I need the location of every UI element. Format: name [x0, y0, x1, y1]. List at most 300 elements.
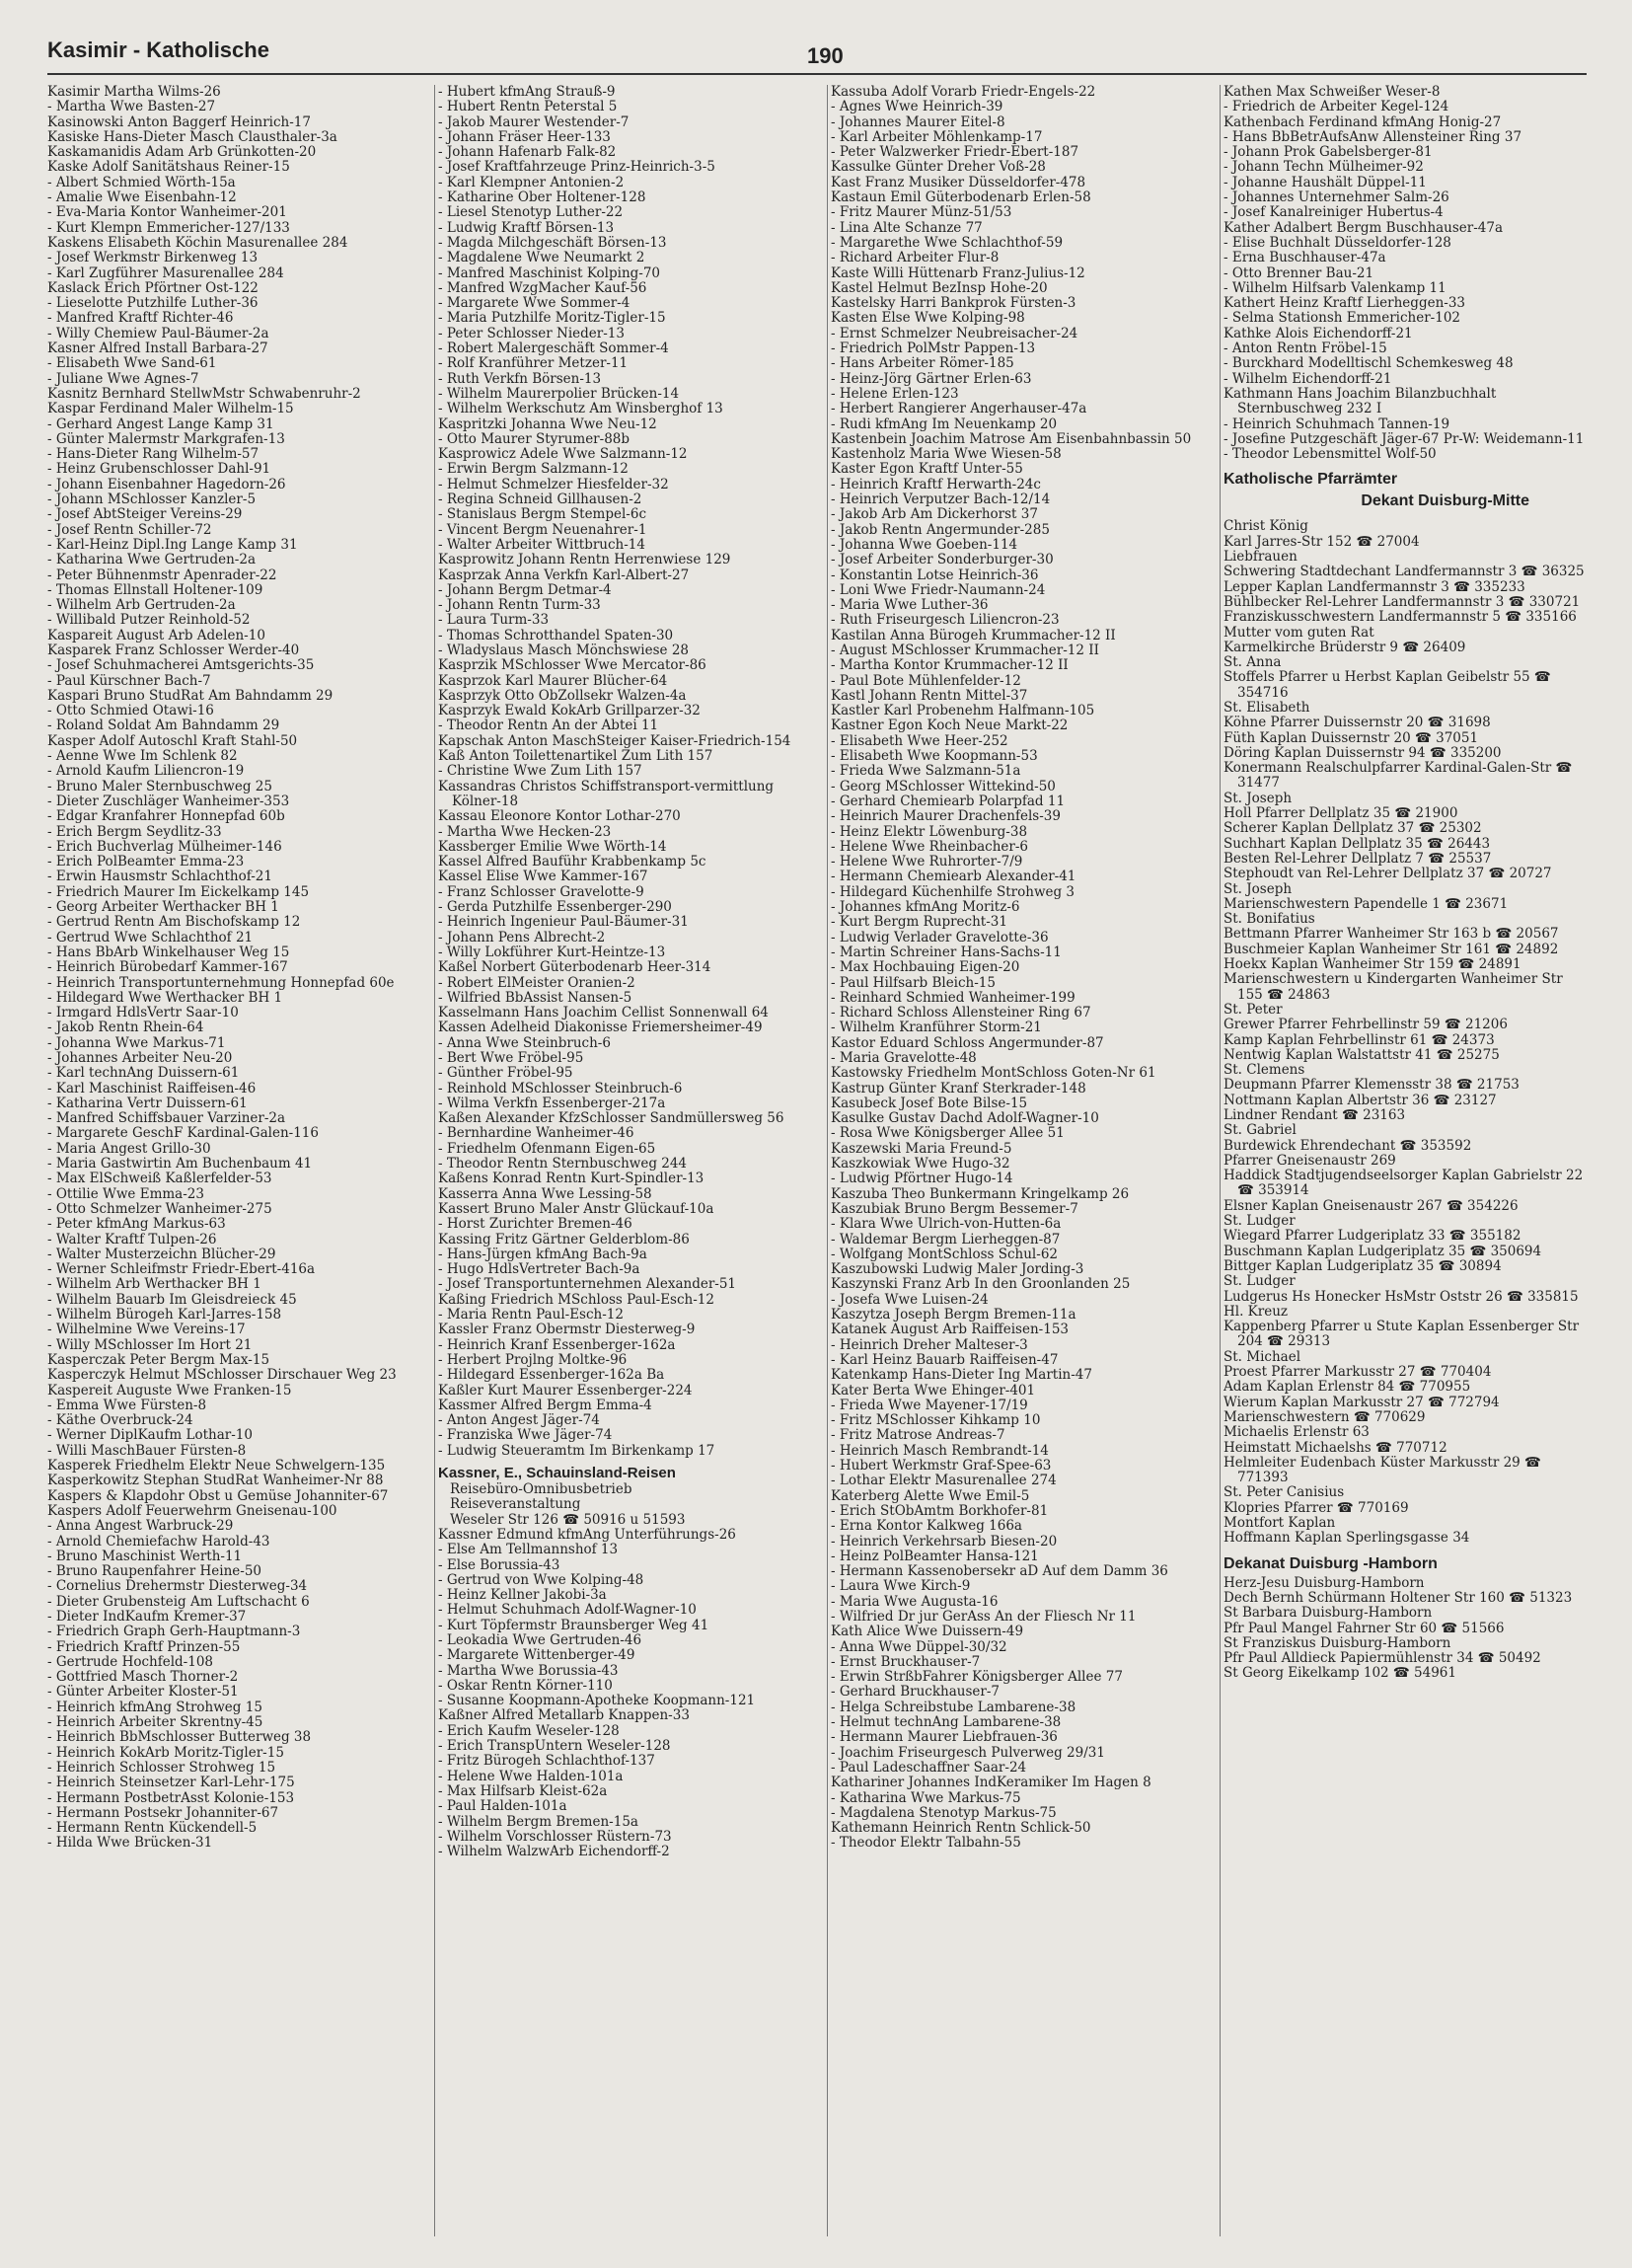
list-item: - Erwin Bergm Salzmann-12: [438, 461, 629, 478]
list-item: - Burckhard Modelltischl Schemkesweg 48: [1224, 355, 1514, 372]
list-item: - Günther Fröbel-95: [438, 1065, 573, 1082]
list-item: - Georg MSchlosser Wittekind-50: [831, 778, 1056, 794]
list-item: - Georg Arbeiter Werthacker BH 1: [47, 899, 279, 916]
list-item: Heimstatt Michaelshs ☎ 770712: [1224, 1439, 1447, 1456]
list-item: - Willy MSchlosser Im Hort 21: [47, 1336, 253, 1353]
list-item: - Maria Rentn Paul-Esch-12: [438, 1307, 624, 1323]
list-item: - Wilhelm Kranführer Storm-21: [831, 1020, 1042, 1036]
list-item: - Eva-Maria Kontor Wanheimer-201: [47, 204, 287, 221]
list-item: Kassing Fritz Gärtner Gelderblom-86: [438, 1231, 690, 1247]
list-item: - Agnes Wwe Heinrich-39: [831, 99, 1003, 115]
list-item: - Heinrich kfmAng Strohweg 15: [47, 1699, 262, 1715]
list-item: Bettmann Pfarrer Wanheimer Str 163 b ☎ 20567: [1224, 926, 1559, 943]
list-item: - Otto Maurer Styrumer-88b: [438, 430, 631, 447]
list-item: Haddick Stadtjugendseelsorger Kaplan Gabrielstr 22 ☎ 353914: [1224, 1168, 1584, 1199]
list-item: - Johanna Wwe Goeben-114: [831, 536, 1018, 553]
list-item: Lindner Rendant ☎ 23163: [1224, 1107, 1406, 1123]
list-item: - Hermann Rentn Kückendell-5: [47, 1820, 258, 1837]
list-item: - Katharina Vertr Duissern-61: [47, 1095, 248, 1111]
list-item: St. Michael: [1224, 1348, 1301, 1365]
list-item: - Maria Wwe Luther-36: [831, 597, 989, 614]
list-item: St. Gabriel: [1224, 1122, 1297, 1139]
list-item: Kaster Egon Kraftf Unter-55: [831, 461, 1023, 478]
list-item: - Susanne Koopmann-Apotheke Koopmann-121: [438, 1693, 756, 1709]
list-item: - Otto Schmied Otawi-16: [47, 703, 214, 719]
list-item: - Johann Eisenbahner Hagedorn-26: [47, 476, 286, 492]
list-item: - Erwin Hausmstr Schlachthof-21: [47, 869, 272, 885]
list-item: - Amalie Wwe Eisenbahn-12: [47, 189, 237, 206]
list-item: - Margarete Wittenberger-49: [438, 1647, 635, 1664]
list-item: - Paul Kürschner Bach-7: [47, 672, 211, 689]
list-item: - Hans BbBetrAufsAnw Allensteiner Ring 37: [1224, 128, 1522, 145]
list-item: - Paul Bote Mühlenfelder-12: [831, 672, 1021, 689]
list-item: St Barbara Duisburg-Hamborn: [1224, 1605, 1433, 1622]
list-item: Döring Kaplan Duissernstr 94 ☎ 335200: [1224, 744, 1502, 761]
list-item: - Paul Ladeschaffner Saar-24: [831, 1759, 1027, 1776]
list-item: - Robert ElMeister Oranien-2: [438, 974, 635, 991]
list-item: - Heinrich Masch Rembrandt-14: [831, 1442, 1049, 1459]
list-item: - Selma Stationsh Emmericher-102: [1224, 310, 1460, 327]
list-item: - Wilhelm Vorschlosser Rüstern-73: [438, 1828, 672, 1845]
list-item: - Hermann Kassenobersekr aD Auf dem Damm 36: [831, 1563, 1168, 1580]
list-item: - Katharina Wwe Gertruden-2a: [47, 552, 256, 568]
list-item: - Herbert Rangierer Angerhauser-47a: [831, 401, 1087, 417]
list-item: - Elisabeth Wwe Heer-252: [831, 732, 1008, 749]
list-item: Kasprowitz Johann Rentn Herrenwiese 129: [438, 552, 731, 568]
list-item: - Ludwig Pförtner Hugo-14: [831, 1171, 1013, 1187]
list-item: Kathert Heinz Kraftf Lierheggen-33: [1224, 295, 1466, 312]
list-item: Montfort Kaplan: [1224, 1515, 1336, 1532]
list-item: - Gerhard Bruckhauser-7: [831, 1684, 1000, 1701]
list-item: Pfarrer Gneisenaustr 269: [1224, 1152, 1396, 1169]
list-item: - Josef Kraftfahrzeuge Prinz-Heinrich-3-5: [438, 159, 715, 176]
list-item: Kast Franz Musiker Düsseldorfer-478: [831, 174, 1086, 190]
list-item: Kapschak Anton MaschSteiger Kaiser-Friedrich-154: [438, 732, 791, 749]
list-item: - Erich Buchverlag Mülheimer-146: [47, 838, 282, 855]
list-item: - Karl Arbeiter Möhlenkamp-17: [831, 128, 1043, 145]
list-item: - Helga Schreibstube Lambarene-38: [831, 1699, 1076, 1715]
list-item: Kassau Eleonore Kontor Lothar-270: [438, 808, 681, 825]
ad-lines: [438, 1482, 803, 1528]
list-item: Kastl Johann Rentn Mittel-37: [831, 687, 1028, 704]
list-item: - Heinrich Bürobedarf Kammer-167: [47, 959, 288, 976]
list-item: Marienschwestern ☎ 770629: [1224, 1408, 1426, 1425]
list-item: - Margarete Wwe Sommer-4: [438, 295, 631, 312]
list-item: - Willy Lokführer Kurt-Heintze-13: [438, 944, 666, 960]
list-item: Lepper Kaplan Landfermannstr 3 ☎ 335233: [1224, 578, 1525, 595]
list-item: Kaßner Alfred Metallarb Knappen-33: [438, 1707, 690, 1724]
list-item: Füth Kaplan Duissernstr 20 ☎ 37051: [1224, 729, 1479, 746]
list-item: - Heinz-Jörg Gärtner Erlen-63: [831, 370, 1032, 387]
list-item: - Gertrud Wwe Schlachthof 21: [47, 929, 254, 945]
list-item: Kassuba Adolf Vorarb Friedr-Engels-22: [831, 85, 1096, 100]
list-item: - Maria Angest Grillo-30: [47, 1140, 211, 1157]
ad-title: Kassner, E., Schauinsland-Reisen: [438, 1465, 676, 1482]
list-item: Deupmann Pfarrer Klemensstr 38 ☎ 21753: [1224, 1077, 1520, 1094]
list-item: Kasprzyk Ewald KokArb Grillparzer-32: [438, 703, 701, 719]
list-item: - Heinz PolBeamter Hansa-121: [831, 1548, 1039, 1564]
list-item: Kappenberg Pfarrer u Stute Kaplan Essenberger Str 204 ☎ 29313: [1224, 1319, 1580, 1350]
list-item: Kassberger Emilie Wwe Wörth-14: [438, 838, 667, 855]
list-item: - Manfred WzgMacher Kauf-56: [438, 279, 647, 296]
list-item: - Hildegard Essenberger-162a Ba: [438, 1367, 665, 1384]
list-item: Kaspritzki Johanna Wwe Neu-12: [438, 416, 657, 432]
list-item: - Peter Walzwerker Friedr-Ebert-187: [831, 144, 1079, 161]
list-item: - Heinz Elektr Löwenburg-38: [831, 823, 1028, 840]
list-item: - Otto Brenner Bau-21: [1224, 265, 1374, 281]
list-item: Kassler Franz Obermstr Diesterweg-9: [438, 1322, 696, 1338]
list-item: Kasprowicz Adele Wwe Salzmann-12: [438, 446, 688, 463]
list-item: - Hilda Wwe Brücken-31: [47, 1835, 213, 1852]
list-item: Kaskens Elisabeth Köchin Masurenallee 284: [47, 234, 348, 251]
list-item: - Wilhelm WalzwArb Eichendorff-2: [438, 1844, 670, 1860]
list-item: Ludgerus Hs Honecker HsMstr Oststr 26 ☎ 335815: [1224, 1288, 1579, 1305]
list-item: - Johann Hafenarb Falk-82: [438, 144, 617, 161]
list-item: - Manfred Schiffsbauer Varziner-2a: [47, 1110, 286, 1127]
list-item: Schwering Stadtdechant Landfermannstr 3 ☎ 36325: [1224, 564, 1585, 580]
list-item: - Jakob Rentn Rhein-64: [47, 1020, 204, 1036]
list-item: - Horst Zurichter Bremen-46: [438, 1216, 632, 1233]
list-item: Kather Adalbert Bergm Buschhauser-47a: [1224, 219, 1504, 236]
list-item: - Jakob Arb Am Dickerhorst 37: [831, 506, 1038, 523]
list-item: - Lieselotte Putzhilfe Luther-36: [47, 295, 259, 312]
list-item: Liebfrauen: [1224, 549, 1298, 566]
list-item: Adam Kaplan Erlenstr 84 ☎ 770955: [1224, 1379, 1471, 1396]
list-item: Katerberg Alette Wwe Emil-5: [831, 1487, 1030, 1504]
list-item: - Dieter Grubensteig Am Luftschacht 6: [47, 1593, 310, 1610]
list-item: St. Ludger: [1224, 1273, 1296, 1290]
list-item: Kasiske Hans-Dieter Masch Clausthaler-3a: [47, 128, 337, 145]
list-item: - Helene Erlen-123: [831, 385, 959, 402]
list-item: - Heinrich Ingenieur Paul-Bäumer-31: [438, 914, 689, 931]
list-item: Kathenbach Ferdinand kfmAng Honig-27: [1224, 113, 1502, 130]
list-item: - Heinrich Maurer Drachenfels-39: [831, 808, 1061, 825]
list-item: - Johannes kfmAng Moritz-6: [831, 899, 1020, 916]
list-item: - Josef Arbeiter Sonderburger-30: [831, 552, 1054, 568]
list-item: - Anna Wwe Düppel-30/32: [831, 1638, 1007, 1655]
list-item: Elsner Kaplan Gneisenaustr 267 ☎ 354226: [1224, 1197, 1519, 1214]
list-item: Kasserra Anna Wwe Lessing-58: [438, 1185, 652, 1202]
list-item: Pfr Paul Alldieck Papiermühlenstr 34 ☎ 50492: [1224, 1650, 1541, 1667]
list-item: - Waldemar Bergm Lierheggen-87: [831, 1231, 1061, 1247]
list-item: Karmelkirche Brüderstr 9 ☎ 26409: [1224, 639, 1466, 655]
list-item: - Leokadia Wwe Gertruden-46: [438, 1631, 642, 1648]
list-item: Kathmann Hans Joachim Bilanzbuchhalt Sternbuschweg 232 I: [1224, 385, 1497, 417]
list-item: - Ernst Schmelzer Neubreisacher-24: [831, 325, 1078, 341]
list-item: - Gerda Putzhilfe Essenberger-290: [438, 899, 672, 916]
list-item: - Heinrich Dreher Malteser-3: [831, 1336, 1028, 1353]
list-item: - Werner DiplKaufm Lothar-10: [47, 1427, 253, 1444]
list-item: - Johann MSchlosser Kanzler-5: [47, 491, 257, 508]
list-item: - Hubert Werkmstr Graf-Spee-63: [831, 1458, 1052, 1474]
list-item: - Heinrich Verputzer Bach-12/14: [831, 491, 1051, 508]
header-rule: [47, 73, 1587, 75]
list-item: - Arnold Kaufm Liliencron-19: [47, 763, 245, 780]
list-item: - Ludwig Steueramtm Im Birkenkamp 17: [438, 1442, 715, 1459]
list-item: - Willy Chemiew Paul-Bäumer-2a: [47, 325, 269, 341]
list-item: - Wilhelm Hilfsarb Valenkamp 11: [1224, 279, 1447, 296]
list-item: Kaspareit August Arb Adelen-10: [47, 627, 265, 643]
list-item: - Maria Wwe Augusta-16: [831, 1593, 999, 1610]
list-item: - Ernst Bruckhauser-7: [831, 1653, 981, 1670]
list-item: Kaslack Erich Pförtner Ost-122: [47, 279, 259, 296]
list-item: St. Elisabeth: [1224, 699, 1310, 716]
list-item: - Anna Angest Warbruck-29: [47, 1518, 234, 1535]
list-item: St Georg Eikelkamp 102 ☎ 54961: [1224, 1665, 1456, 1682]
list-item: - Hans-Dieter Rang Wilhelm-57: [47, 446, 260, 463]
list-item: Kassel Elise Wwe Kammer-167: [438, 869, 648, 885]
list-item: - Christine Wwe Zum Lith 157: [438, 763, 642, 780]
list-item: Wierum Kaplan Markusstr 27 ☎ 772794: [1224, 1394, 1500, 1410]
list-item: St Franziskus Duisburg-Hamborn: [1224, 1634, 1451, 1651]
list-item: Besten Rel-Lehrer Dellplatz 7 ☎ 25537: [1224, 850, 1492, 867]
list-item: - Johann Pens Albrecht-2: [438, 929, 606, 945]
list-item: Kassen Adelheid Diakonisse Friemersheimer-49: [438, 1020, 763, 1036]
list-item: Burdewick Ehrendechant ☎ 353592: [1224, 1137, 1472, 1154]
list-item: Kaßens Konrad Rentn Kurt-Spindler-13: [438, 1171, 705, 1187]
list-item: - Ruth Verkfn Börsen-13: [438, 370, 602, 387]
list-item: Kasner Alfred Install Barbara-27: [47, 340, 268, 357]
list-item: Nottmann Kaplan Albertstr 36 ☎ 23127: [1224, 1092, 1497, 1108]
list-item: Franziskusschwestern Landfermannstr 5 ☎ 335166: [1224, 609, 1577, 626]
list-item: St. Ludger: [1224, 1213, 1296, 1230]
list-item: - Heinrich Kraftf Herwarth-24c: [831, 476, 1041, 492]
list-item: - Gottfried Masch Thorner-2: [47, 1669, 239, 1686]
list-item: - Johannes Arbeiter Neu-20: [47, 1050, 233, 1066]
list-item: - Kurt Bergm Ruprecht-31: [831, 914, 1007, 931]
list-item: Kaszubowski Ludwig Maler Jording-3: [831, 1261, 1084, 1278]
list-item: Kasprzik MSchlosser Wwe Mercator-86: [438, 657, 706, 674]
list-item: - Else Am Tellmannshof 13: [438, 1542, 619, 1558]
list-item: - Klara Wwe Ulrich-von-Hutten-6a: [831, 1216, 1062, 1233]
list-item: - Karl Maschinist Raiffeisen-46: [47, 1080, 257, 1096]
column-4: [1224, 85, 1587, 2246]
list-item: - Johann Techn Mülheimer-92: [1224, 159, 1424, 176]
list-item: Kastor Eduard Schloss Angermunder-87: [831, 1034, 1104, 1051]
list-item: Kaste Willi Hüttenarb Franz-Julius-12: [831, 265, 1085, 281]
list-item: - Vincent Bergm Neuenahrer-1: [438, 521, 647, 538]
list-item: - Heinrich KokArb Moritz-Tigler-15: [47, 1744, 284, 1761]
list-item: - Günter Malermstr Markgrafen-13: [47, 430, 285, 447]
list-item: Kasperczyk Helmut MSchlosser Dirschauer Weg 23: [47, 1367, 397, 1384]
list-item: Kaspereit Auguste Wwe Franken-15: [47, 1382, 292, 1399]
list-item: Kastler Karl Probenehm Halfmann-105: [831, 703, 1095, 719]
list-item: Kaß Anton Toilettenartikel Zum Lith 157: [438, 748, 713, 765]
list-item: Kasperek Friedhelm Elektr Neue Schwelgern-135: [47, 1458, 386, 1474]
list-item: Wiegard Pfarrer Ludgeriplatz 33 ☎ 355182: [1224, 1228, 1521, 1245]
list-item: - Peter Schlosser Nieder-13: [438, 325, 625, 341]
list-item: Holl Pfarrer Dellplatz 35 ☎ 21900: [1224, 805, 1458, 822]
list-item: - Katharina Wwe Markus-75: [831, 1789, 1021, 1806]
list-item: Kastelsky Harri Bankprok Fürsten-3: [831, 295, 1076, 312]
page-header: [47, 38, 1587, 77]
list-item: - Bruno Maschinist Werth-11: [47, 1548, 243, 1564]
list-item: - Friedrich PolMstr Pappen-13: [831, 340, 1036, 357]
list-item: Reiseveranstaltung: [450, 1496, 581, 1513]
list-item: - Stanislaus Bergm Stempel-6c: [438, 506, 647, 523]
list-item: - Johann Bergm Detmar-4: [438, 581, 612, 598]
list-item: Kathen Max Schweißer Weser-8: [1224, 85, 1441, 100]
list-item: - Richard Arbeiter Flur-8: [831, 250, 1000, 266]
list-item: - Laura Turm-33: [438, 612, 550, 629]
list-item: Marienschwestern Papendelle 1 ☎ 23671: [1224, 895, 1509, 912]
list-item: - Bert Wwe Fröbel-95: [438, 1050, 584, 1066]
list-item: - Theodor Elektr Talbahn-55: [831, 1835, 1021, 1852]
list-item: - Gertrud von Wwe Kolping-48: [438, 1571, 644, 1588]
list-item: - Gerhard Chemiearb Polarpfad 11: [831, 793, 1066, 809]
list-item: - Elisabeth Wwe Sand-61: [47, 355, 217, 372]
list-item: - Dieter Zuschläger Wanheimer-353: [47, 793, 290, 809]
list-item: Kaspers & Klapdohr Obst u Gemüse Johanniter-67: [47, 1487, 389, 1504]
section-heading: Katholische Pfarrämter: [1224, 471, 1398, 489]
list-item: - Johann Rentn Turm-33: [438, 597, 601, 614]
list-item: Kaspers Adolf Feuerwehrm Gneisenau-100: [47, 1502, 337, 1519]
list-item: - Heinrich Schuhmach Tannen-19: [1224, 416, 1450, 432]
list-item: Michaelis Erlenstr 63: [1224, 1424, 1370, 1441]
list-item: - Magdalene Wwe Neumarkt 2: [438, 250, 645, 266]
list-item: - Irmgard HdlsVertr Saar-10: [47, 1005, 239, 1021]
list-item: - Heinz Kellner Jakobi-3a: [438, 1587, 607, 1604]
list-item: - Wilhelm Bürogeh Karl-Jarres-158: [47, 1307, 282, 1323]
list-item: Scherer Kaplan Dellplatz 37 ☎ 25302: [1224, 820, 1482, 837]
list-item: - Margarete GeschF Kardinal-Galen-116: [47, 1125, 319, 1142]
list-item: - Fritz Bürogeh Schlachthof-137: [438, 1753, 655, 1770]
list-item: - Konstantin Lotse Heinrich-36: [831, 567, 1039, 583]
list-item: - Peter kfmAng Markus-63: [47, 1216, 226, 1233]
list-item: Köhne Pfarrer Duissernstr 20 ☎ 31698: [1224, 715, 1491, 731]
list-item: Kath Alice Wwe Duissern-49: [831, 1624, 1024, 1640]
list-item: - Rosa Wwe Königsberger Allee 51: [831, 1125, 1065, 1142]
list-item: - Erich StObAmtm Borkhofer-81: [831, 1502, 1049, 1519]
list-item: - Joachim Friseurgesch Pulverweg 29/31: [831, 1744, 1105, 1761]
list-item: - Johann Fräser Heer-133: [438, 128, 611, 145]
running-head: Kasimir - Katholische: [47, 38, 269, 62]
list-item: - Helene Wwe Ruhrorter-7/9: [831, 854, 1023, 870]
list-item: - Gertrud Rentn Am Bischofskamp 12: [47, 914, 301, 931]
list-item: Kaßing Friedrich MSchloss Paul-Esch-12: [438, 1291, 714, 1308]
list-item: - Thomas Schrotthandel Spaten-30: [438, 627, 674, 643]
list-item: - Hugo HdlsVertreter Bach-9a: [438, 1261, 640, 1278]
section-heading-2: Dekanat Duisburg -Hamborn: [1224, 1554, 1438, 1572]
list-item: - Gerhard Angest Lange Kamp 31: [47, 416, 274, 432]
list-item: - Johannes Maurer Eitel-8: [831, 113, 1005, 130]
list-item: Kasprzak Anna Verkfn Karl-Albert-27: [438, 567, 690, 583]
list-item: Katanek August Arb Raiffeisen-153: [831, 1322, 1070, 1338]
list-item: - Franziska Wwe Jäger-74: [438, 1427, 613, 1444]
list-item: - Wladyslaus Masch Mönchswiese 28: [438, 642, 689, 658]
list-item: Kastilan Anna Bürogeh Krummacher-12 II: [831, 627, 1116, 643]
list-item: - Maria Gravelotte-48: [831, 1050, 977, 1066]
list-item: Kassner Edmund kfmAng Unterführungs-26: [438, 1526, 736, 1543]
list-item: - Friedrich Kraftf Prinzen-55: [47, 1638, 241, 1655]
list-item: Klopries Pfarrer ☎ 770169: [1224, 1499, 1409, 1516]
list-item: - Dieter IndKaufm Kremer-37: [47, 1608, 247, 1625]
list-item: St. Joseph: [1224, 880, 1293, 897]
list-item: - Josef AbtSteiger Vereins-29: [47, 506, 243, 523]
list-item: - Paul Halden-101a: [438, 1798, 567, 1815]
list-item: - Josefa Wwe Luisen-24: [831, 1291, 989, 1308]
list-item: - Hermann Chemiearb Alexander-41: [831, 869, 1076, 885]
advertisement-entry: [438, 1465, 803, 1528]
list-item: - Heinrich Verkehrsarb Biesen-20: [831, 1533, 1058, 1550]
list-item: - Margarethe Wwe Schlachthof-59: [831, 234, 1064, 251]
list-item: Bittger Kaplan Ludgeriplatz 35 ☎ 30894: [1224, 1257, 1502, 1274]
list-item: Hl. Kreuz: [1224, 1303, 1289, 1320]
list-item: - Friedhelm Ofenmann Eigen-65: [438, 1140, 656, 1157]
list-item: - Laura Wwe Kirch-9: [831, 1578, 971, 1595]
list-item: - Helmut Schuhmach Adolf-Wagner-10: [438, 1602, 697, 1619]
list-item: - Liesel Stenotyp Luther-22: [438, 204, 624, 221]
list-item: - Ruth Friseurgesch Liliencron-23: [831, 612, 1060, 629]
list-item: - Heinrich Steinsetzer Karl-Lehr-175: [47, 1775, 295, 1791]
list-item: - Helene Wwe Rheinbacher-6: [831, 838, 1029, 855]
column-2-list: [438, 85, 803, 1459]
list-item: - Helene Wwe Halden-101a: [438, 1768, 624, 1784]
list-item: Kassulke Günter Dreher Voß-28: [831, 159, 1046, 176]
list-item: - Ottilie Wwe Emma-23: [47, 1185, 204, 1202]
list-item: - Oskar Rentn Körner-110: [438, 1677, 613, 1694]
list-item: - Josef Werkmstr Birkenweg 13: [47, 250, 259, 266]
list-item: - Anton Angest Jäger-74: [438, 1412, 600, 1429]
list-item: - Robert Malergeschäft Sommer-4: [438, 340, 669, 357]
list-item: Konermann Realschulpfarrer Kardinal-Galen-Str ☎ 31477: [1224, 760, 1573, 792]
list-item: - Wilfried BbAssist Nansen-5: [438, 989, 632, 1006]
list-item: - Magdalena Stenotyp Markus-75: [831, 1804, 1057, 1821]
list-item: - Emma Wwe Fürsten-8: [47, 1397, 207, 1413]
list-item: - Arnold Chemiefachw Harold-43: [47, 1533, 270, 1550]
list-item: - Kurt Töpfermstr Braunsberger Weg 41: [438, 1617, 709, 1633]
list-item: St. Bonifatius: [1224, 911, 1315, 928]
list-item: - Bernhardine Wanheimer-46: [438, 1125, 634, 1142]
list-item: - Thomas Ellnstall Holtener-109: [47, 581, 263, 598]
list-item: - Hildegard Küchenhilfe Strohweg 3: [831, 883, 1076, 900]
list-item: - Heinz Grubenschlosser Dahl-91: [47, 461, 271, 478]
list-item: Buschmeier Kaplan Wanheimer Str 161 ☎ 24892: [1224, 941, 1559, 957]
list-item: Hoffmann Kaplan Sperlingsgasse 34: [1224, 1530, 1470, 1547]
list-item: - Max Hochbauing Eigen-20: [831, 959, 1020, 976]
list-item: - Jakob Maurer Westender-7: [438, 113, 630, 130]
list-item: Kastenbein Joachim Matrose Am Eisenbahnbassin 50: [831, 430, 1192, 447]
list-item: - Jakob Rentn Angermunder-285: [831, 521, 1050, 538]
list-item: - Juliane Wwe Agnes-7: [47, 370, 199, 387]
list-item: - Werner Schleifmstr Friedr-Ebert-416a: [47, 1261, 316, 1278]
list-item: - Lina Alte Schanze 77: [831, 219, 983, 236]
list-item: - Regina Schneid Gillhausen-2: [438, 491, 642, 508]
list-item: - Theodor Lebensmittel Wolf-50: [1224, 446, 1437, 463]
list-item: - Fritz Matrose Andreas-7: [831, 1427, 1005, 1444]
list-item: Kasnitz Bernhard StellwMstr Schwabenruhr-2: [47, 385, 361, 402]
list-item: - Theodor Rentn An der Abtei 11: [438, 718, 659, 734]
list-item: Kastowsky Friedhelm MontSchloss Goten-Nr 61: [831, 1065, 1156, 1082]
list-item: - Erich Bergm Seydlitz-33: [47, 823, 222, 840]
list-item: - Karl Heinz Bauarb Raiffeisen-47: [831, 1351, 1059, 1368]
section-subheading: Dekant Duisburg-Mitte: [1361, 492, 1529, 510]
list-item: - Walter Musterzeichn Blücher-29: [47, 1246, 276, 1262]
list-item: Kasubeck Josef Bote Bilse-15: [831, 1095, 1028, 1111]
list-item: - Heinrich Transportunternehmung Honnepfad 60e: [47, 974, 395, 991]
list-item: - Peter Bühnenmstr Apenrader-22: [47, 567, 277, 583]
list-item: - Erich PolBeamter Emma-23: [47, 854, 245, 870]
list-item: - Rolf Kranführer Metzer-11: [438, 355, 629, 372]
list-item: Kassert Bruno Maler Anstr Glückauf-10a: [438, 1200, 714, 1217]
list-item: - Anton Rentn Fröbel-15: [1224, 340, 1387, 357]
list-item: - Wilfried Dr jur GerAss An der Fliesch Nr 11: [831, 1608, 1137, 1625]
list-item: Kastenholz Maria Wwe Wiesen-58: [831, 446, 1062, 463]
list-item: Kastner Egon Koch Neue Markt-22: [831, 718, 1069, 734]
list-item: Kaszytza Joseph Bergm Bremen-11a: [831, 1307, 1076, 1323]
list-item: - Max ElSchweiß Kaßlerfelder-53: [47, 1171, 272, 1187]
list-item: St. Anna: [1224, 654, 1282, 671]
